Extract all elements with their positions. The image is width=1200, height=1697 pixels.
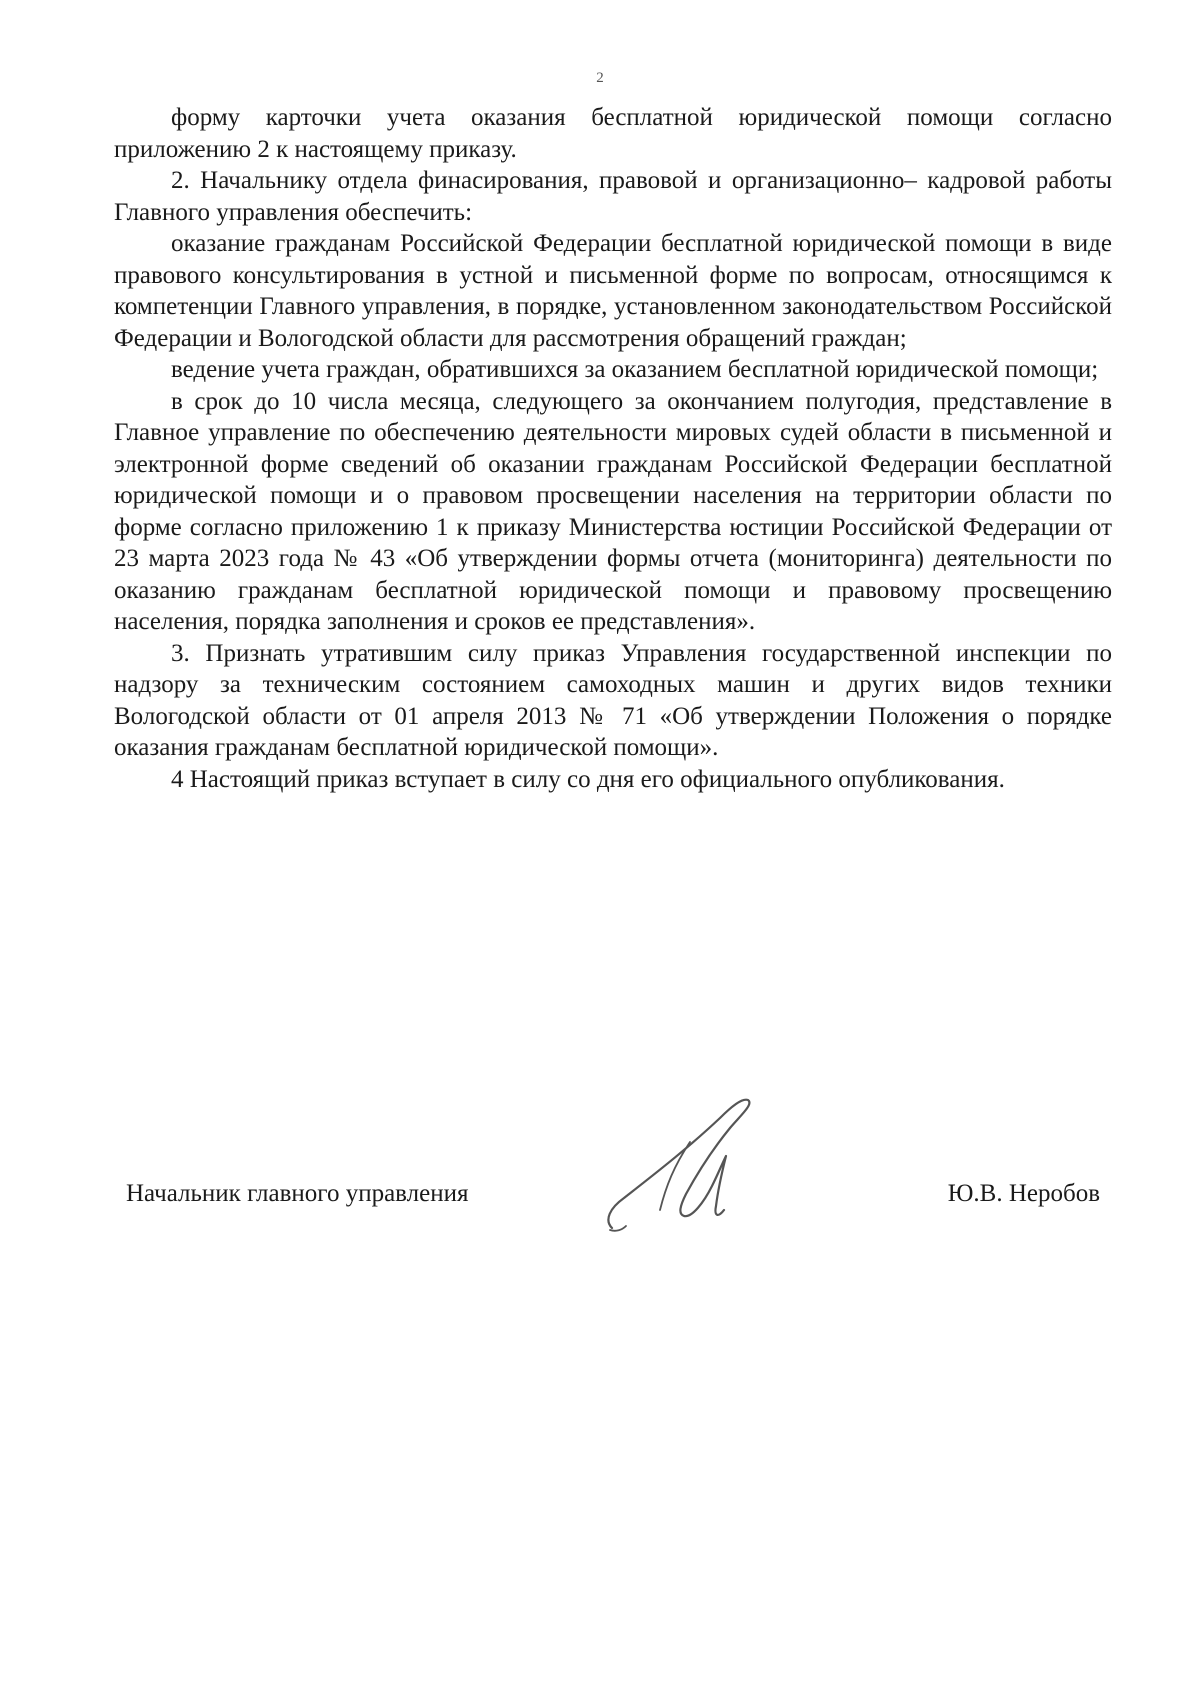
page-number: 2 (596, 70, 604, 86)
paragraph-appendix-2-form: форму карточки учета оказания бесплатной юридической помощи согласно приложению 2 к настоящему приказу. (114, 104, 1112, 163)
paragraph-citizen-records: ведение учета граждан, обратившихся за оказанием бесплатной юридической помощи; (171, 356, 1099, 383)
signature-block (0, 1140, 1200, 1260)
paragraph-item-3-repeal: 3. Признать утратившим силу приказ Управления государственной инспекции по надзору за техническим состоянием самоходных машин и других видов техники Вологодской области от 01 апреля 2013 № 71 «Об утверждении Положения о порядке оказания гражданам бесплатной юридической помощи». (114, 639, 1112, 761)
signer-name: Ю.В. Неробов (947, 1180, 1100, 1207)
document-body (114, 102, 1112, 795)
paragraph-item-4-effective: 4 Настоящий приказ вступает в силу со дня его официального опубликования. (171, 765, 1005, 793)
handwritten-signature (600, 1090, 770, 1240)
paragraph-reporting-deadline: в срок до 10 числа месяца, следующего за окончанием полугодия, представление в Главное управление по обеспечению деятельности мировых судей области в письменной и электронной форме сведений об оказании гражданам Российской Федерации бесплатной юридической помощи и о правовом просвещении населения на территории области по форме согласно приложению 1 к приказу Министерства юстиции Российской Федерации от 23 марта 2023 года № 43 «Об утверждении формы отчета (мониторинга) деятельности по оказанию гражданам бесплатной юридической помощи и правовому просвещению населения, порядка заполнения и сроков ее представления». (114, 387, 1112, 635)
paragraph-item-2: 2. Начальнику отдела финасирования, правовой и организационно– кадровой работы Главного управления обеспечить: (114, 167, 1112, 226)
signer-position: Начальник главного управления (126, 1180, 469, 1207)
paragraph-legal-consulting: оказание гражданам Российской Федерации бесплатной юридической помощи в виде правового консультирования в устной и письменной форме по вопросам, относящимся к компетенции Главного управления, в порядке, установленном законодательством Российской Федерации и Вологодской области для рассмотрения обращений граждан; (114, 230, 1112, 352)
